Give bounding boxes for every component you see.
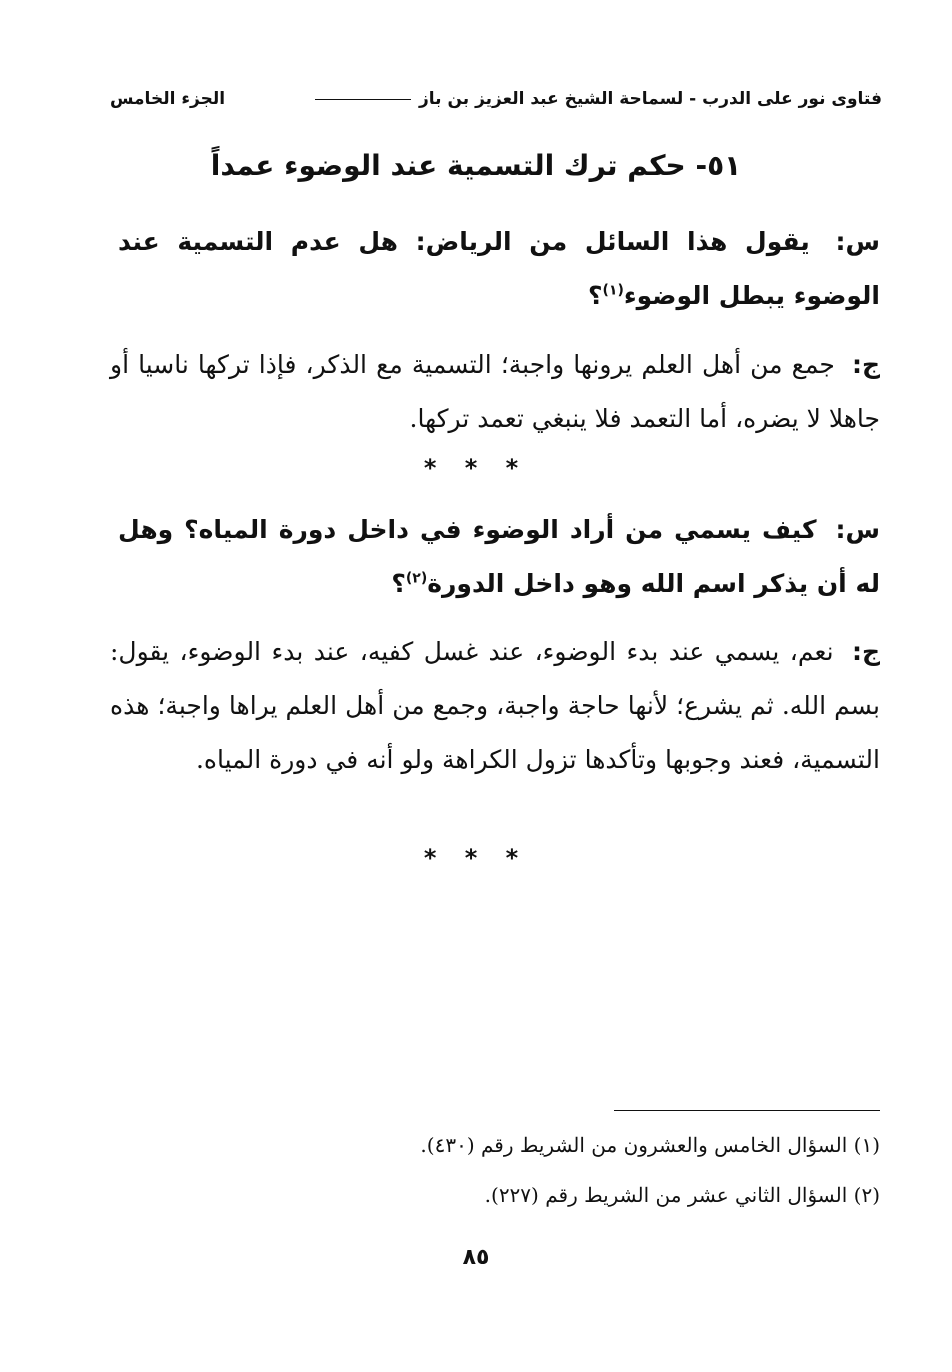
section-separator: * * * bbox=[423, 454, 529, 482]
question-1-prefix: س: bbox=[835, 227, 880, 256]
answer-1-text: جمع من أهل العلم يرونها واجبة؛ التسمية مع الذكر، فإذا تركها ناسيا أو جاهلا لا يضره، أما التعمد فلا ينبغي تعمد تركها. bbox=[110, 350, 880, 433]
answer-1 bbox=[110, 338, 880, 446]
section-separator: * * * bbox=[423, 844, 529, 872]
header-title-group bbox=[315, 89, 882, 109]
footnote-rule bbox=[614, 1110, 880, 1111]
footnote-2: (٢) السؤال الثاني عشر من الشريط رقم (٢٢٧). bbox=[484, 1183, 880, 1207]
question-2-footnote-ref: (٢) bbox=[405, 570, 428, 587]
question-1-end: ؟ bbox=[587, 281, 603, 310]
footnotes bbox=[110, 1120, 880, 1220]
answer-2-prefix: ج: bbox=[851, 637, 880, 666]
question-1-text: يقول هذا السائل من الرياض: هل عدم التسمية عند الوضوء يبطل الوضوء bbox=[118, 227, 880, 310]
question-2 bbox=[118, 503, 880, 611]
question-2-text: كيف يسمي من أراد الوضوء في داخل دورة المياه؟ وهل له أن يذكر اسم الله وهو داخل الدورة bbox=[118, 515, 880, 598]
running-header bbox=[110, 82, 882, 116]
answer-2-text: نعم، يسمي عند بدء الوضوء، عند غسل كفيه، عند بدء الوضوء، يقول: بسم الله. ثم يشرع؛ لأنها حاجة واجبة، وجمع من أهل العلم يراها واجبة؛ هذه التسمية، فعند وجوبها وتأكدها تزول الكراهة ولو أنه في دورة المياه. bbox=[110, 637, 880, 774]
section-title: ٥١- حكم ترك التسمية عند الوضوء عمداً bbox=[210, 149, 742, 182]
answer-1-prefix: ج: bbox=[851, 350, 880, 379]
question-1 bbox=[118, 215, 880, 323]
header-rule bbox=[315, 99, 411, 100]
question-2-prefix: س: bbox=[835, 515, 880, 544]
answer-2 bbox=[110, 625, 880, 787]
question-2-end: ؟ bbox=[391, 569, 406, 598]
footnote-1: (١) السؤال الخامس والعشرون من الشريط رقم (٤٣٠). bbox=[420, 1133, 880, 1157]
book-title: فتاوى نور على الدرب - لسماحة الشيخ عبد العزيز بن باز bbox=[419, 89, 882, 109]
volume-label: الجزء الخامس bbox=[110, 89, 226, 109]
question-1-footnote-ref: (١) bbox=[602, 282, 624, 299]
page-number: ٨٥ bbox=[462, 1245, 490, 1270]
